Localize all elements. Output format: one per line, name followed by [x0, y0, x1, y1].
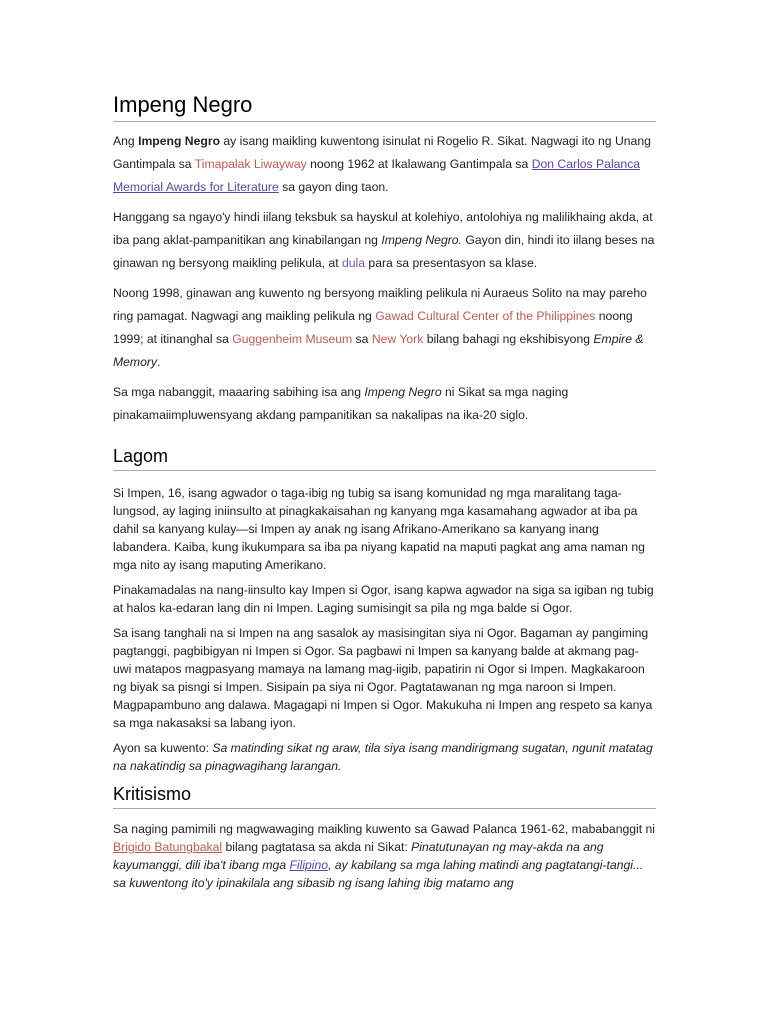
- italic-quote: Sa matinding sikat ng araw, tila siya isang mandirigmang sugatan, ngunit matatag na nakatindig sa pinagwagihang larangan.: [113, 741, 653, 773]
- lagom-paragraph-2: Pinakamadalas na nang-iinsulto kay Impen si Ogor, isang kapwa agwador na siga sa igiban ng tubig at halos ka-edaran lang din ni Impen. Laging sumisingit sa pila ng mga balde si Ogor.: [113, 583, 654, 615]
- text: .: [157, 355, 161, 369]
- link-filipino[interactable]: Filipino: [289, 858, 329, 872]
- italic-title: Impeng Negro: [364, 385, 442, 399]
- link-brigido-batungbakal[interactable]: Brigido Batungbakal: [113, 840, 223, 854]
- lagom-paragraph-3: Sa isang tanghali na si Impen na ang sasalok ay masisingitan siya ni Ogor. Bagaman ay pangiming pagtanggi, pagbibigyan ni Impen si Ogor. Sa pagbawi ni Impen sa kanyang balde at akmang pag-uwi matapos magpasyang mamaya na lamang mag-iigib, papatirin ni Ogor si Impen. Magkakaroon ng biyak sa pisngi si Impen. Sisipain pa siya ni Ogor. Pagtatawanan ng mga naroon si Impen. Magpapambuno ang dalawa. Magagapi ni Impen si Ogor. Makukuha ni Impen ang respeto sa kanya sa mga nakasaksi sa labang iyon.: [113, 626, 653, 730]
- article: [113, 0, 656, 892]
- text: noong 1999; at itinanghal sa: [113, 309, 633, 346]
- intro-paragraph-1: [113, 130, 656, 199]
- intro-paragraph-3: [113, 282, 656, 374]
- text: Ang: [113, 134, 139, 148]
- text: Hanggang sa ngayo'y hindi iilang teksbuk sa hayskul at kolehiyo, antolohiya ng malilikhaing akda, at iba pang aklat-pampanitikan ang kinabilangan ng: [113, 210, 653, 247]
- italic-quote: , ay kabilang sa mga lahing matindi ang pagtatangi-tangi... sa kuwentong ito'y ipinakilala ang sibasib ng isang lahing ibig matamo ang: [113, 858, 644, 890]
- text: sa gayon ding taon.: [278, 180, 389, 194]
- text: bilang bahagi ng ekshibisyong: [423, 332, 594, 346]
- intro-paragraph-4: [113, 381, 656, 427]
- lagom-paragraph-4: [113, 739, 656, 775]
- bold-title: Impeng Negro: [138, 134, 221, 148]
- text: Ayon sa kuwento:: [113, 741, 213, 755]
- italic-title: Impeng Negro.: [381, 233, 462, 247]
- link-guggenheim[interactable]: Guggenheim Museum: [232, 332, 353, 346]
- text: sa: [352, 332, 372, 346]
- section-heading-lagom: Lagom: [113, 446, 656, 471]
- text: bilang pagtatasa sa akda ni Sikat:: [222, 840, 412, 854]
- text: ni Sikat sa mga naging pinakamaiimpluwensyang akdang pampanitikan sa nakalipas na ika-20 siglo.: [113, 385, 569, 422]
- text: para sa presentasyon sa klase.: [365, 256, 538, 270]
- kritisismo-paragraph-1: [113, 820, 656, 892]
- text: Sa mga nabanggit, maaaring sabihing isa ang: [113, 385, 365, 399]
- italic-exhibit: Empire & Memory: [113, 332, 644, 369]
- italic-quote: Pinatutunayan ng may-akda na ang kayumanggi, dili iba't ibang mga: [113, 840, 604, 872]
- link-timpalak-liwayway[interactable]: Timapalak Liwayway: [194, 157, 307, 171]
- lagom-paragraph-1: Si Impen, 16, isang agwador o taga-ibig ng tubig sa isang komunidad ng mga maralitang taga-lungsod, ay laging iniinsulto at pinagkakaisahan ng kanyang mga kasamahang agwador at iba pa dahil sa kanyang kulay—si Impen ay anak ng isang Afrikano-Amerikano sa kanyang inang labandera. Kaiba, kung ikukumpara sa iba pa niyang kapatid na maputi pagkat ang ama naman ng mga nito ay isang maputing Amerikano.: [113, 486, 645, 572]
- link-new-york[interactable]: New York: [371, 332, 424, 346]
- text: noong 1962 at Ikalawang Gantimpala sa: [306, 157, 532, 171]
- text: Gayon din, hindi ito iilang beses na ginawan ng bersyong maikling pelikula, at: [113, 233, 655, 270]
- link-dula[interactable]: dula: [342, 256, 366, 270]
- link-gawad-ccp[interactable]: Gawad Cultural Center of the Philippines: [375, 309, 596, 323]
- text: ay isang maikling kuwentong isinulat ni Rogelio R. Sikat. Nagwagi ito ng Unang Gantimpala sa: [113, 134, 651, 171]
- text: Noong 1998, ginawan ang kuwento ng bersyong maikling pelikula ni Auraeus Solito na may pareho ring pamagat. Nagwagi ang maikling pelikula ng: [113, 286, 647, 323]
- text: Sa naging pamimili ng magwawaging maikling kuwento sa Gawad Palanca 1961-62, mababanggit ni: [113, 822, 655, 836]
- section-heading-kritisismo: Kritisismo: [113, 784, 656, 809]
- link-palanca-awards[interactable]: Don Carlos Palanca Memorial Awards for Literature: [113, 157, 641, 194]
- intro-paragraph-2: [113, 206, 656, 275]
- page-title: Impeng Negro: [113, 0, 656, 122]
